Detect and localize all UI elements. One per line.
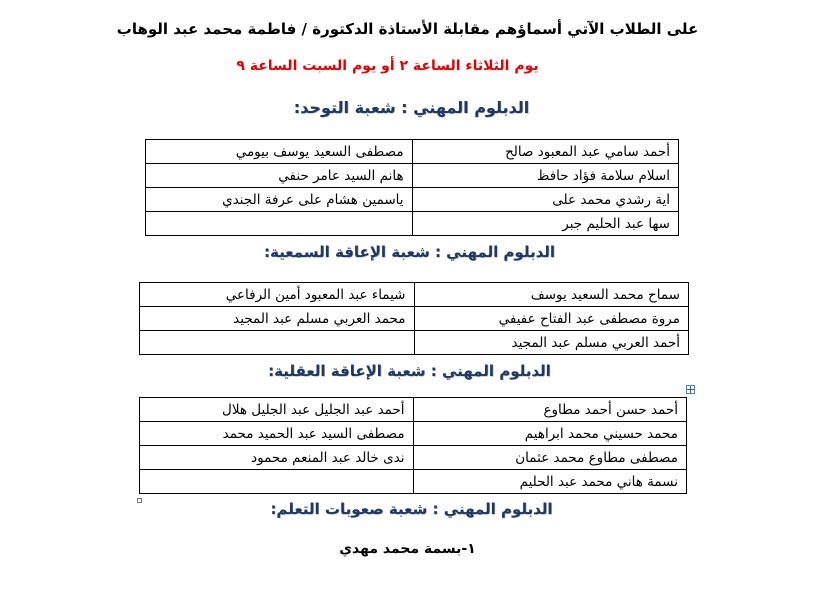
table-cell[interactable]: أحمد العربي مسلم عبد المجيد xyxy=(414,331,689,355)
table-row xyxy=(140,283,689,307)
table-cell[interactable]: نسمة هاني محمد عبد الحليم xyxy=(413,470,686,494)
table-cell[interactable]: أحمد سامي عبد المعبود صالح xyxy=(412,140,678,164)
table-cell[interactable]: اية رشدي محمد على xyxy=(412,188,678,212)
table-cell[interactable]: شيماء عبد المعبود أمين الرفاعي xyxy=(140,283,415,307)
table-cell[interactable]: سماح محمد السعيد يوسف xyxy=(414,283,689,307)
list-item xyxy=(0,541,835,557)
table-cell[interactable]: مروة مصطفى عبد الفتاح عفيفي xyxy=(414,307,689,331)
table-row xyxy=(146,164,679,188)
student-table-intellectual xyxy=(139,397,687,494)
table-cell[interactable]: سها عبد الحليم جبر xyxy=(412,212,678,236)
table-row xyxy=(140,470,687,494)
table-cell[interactable]: مصطفى السيد عبد الحميد محمد xyxy=(140,422,414,446)
table-cell[interactable]: أحمد عبد الجليل عبد الجليل هلال xyxy=(140,398,414,422)
student-name: ١-بسمة محمد مهدي xyxy=(339,541,476,557)
table-row xyxy=(140,307,689,331)
section-heading-autism: الدبلوم المهني : شعبة التوحد: xyxy=(293,98,530,117)
table-cell[interactable] xyxy=(146,212,413,236)
table-row xyxy=(146,140,679,164)
table-cell[interactable]: مصطفى السعيد يوسف بيومي xyxy=(146,140,413,164)
student-table-autism xyxy=(145,139,679,236)
section-heading-learning: الدبلوم المهني : شعبة صعوبات التعلم: xyxy=(270,500,553,518)
notice-line: على الطلاب الآتي أسماؤهم مقابلة الأستاذة الدكتورة / فاطمة محمد عبد الوهاب xyxy=(116,20,699,38)
table-cell[interactable]: ياسمين هشام على عرفة الجندي xyxy=(146,188,413,212)
table-row xyxy=(140,422,687,446)
table-row xyxy=(146,212,679,236)
table-row xyxy=(140,446,687,470)
table-cell[interactable]: محمد حسيني محمد ابراهيم xyxy=(413,422,686,446)
table-cell[interactable]: هانم السيد عامر حنفي xyxy=(146,164,413,188)
table-cell[interactable] xyxy=(140,331,415,355)
table-cell[interactable]: ندى خالد عبد المنعم محمود xyxy=(140,446,414,470)
table-row xyxy=(140,331,689,355)
table-cell[interactable]: اسلام سلامة فؤاد حافظ xyxy=(412,164,678,188)
table-row xyxy=(140,398,687,422)
schedule-line: يوم الثلاثاء الساعة ٢ أو يوم السبت الساعة ٩ xyxy=(236,58,539,74)
table-cell[interactable]: مصطفى مطاوع محمد عثمان xyxy=(413,446,686,470)
table-row xyxy=(146,188,679,212)
section-heading-intellectual: الدبلوم المهني : شعبة الإعاقة العقلية: xyxy=(268,362,551,380)
table-cell[interactable]: أحمد حسن أحمد مطاوع xyxy=(413,398,686,422)
table-cell[interactable] xyxy=(140,470,414,494)
section-heading-hearing: الدبلوم المهني : شعبة الإعاقة السمعية: xyxy=(263,243,556,261)
table-cell[interactable]: محمد العربي مسلم عبد المجيد xyxy=(140,307,415,331)
table-move-handle-icon[interactable] xyxy=(686,385,695,394)
student-table-hearing xyxy=(139,282,689,355)
